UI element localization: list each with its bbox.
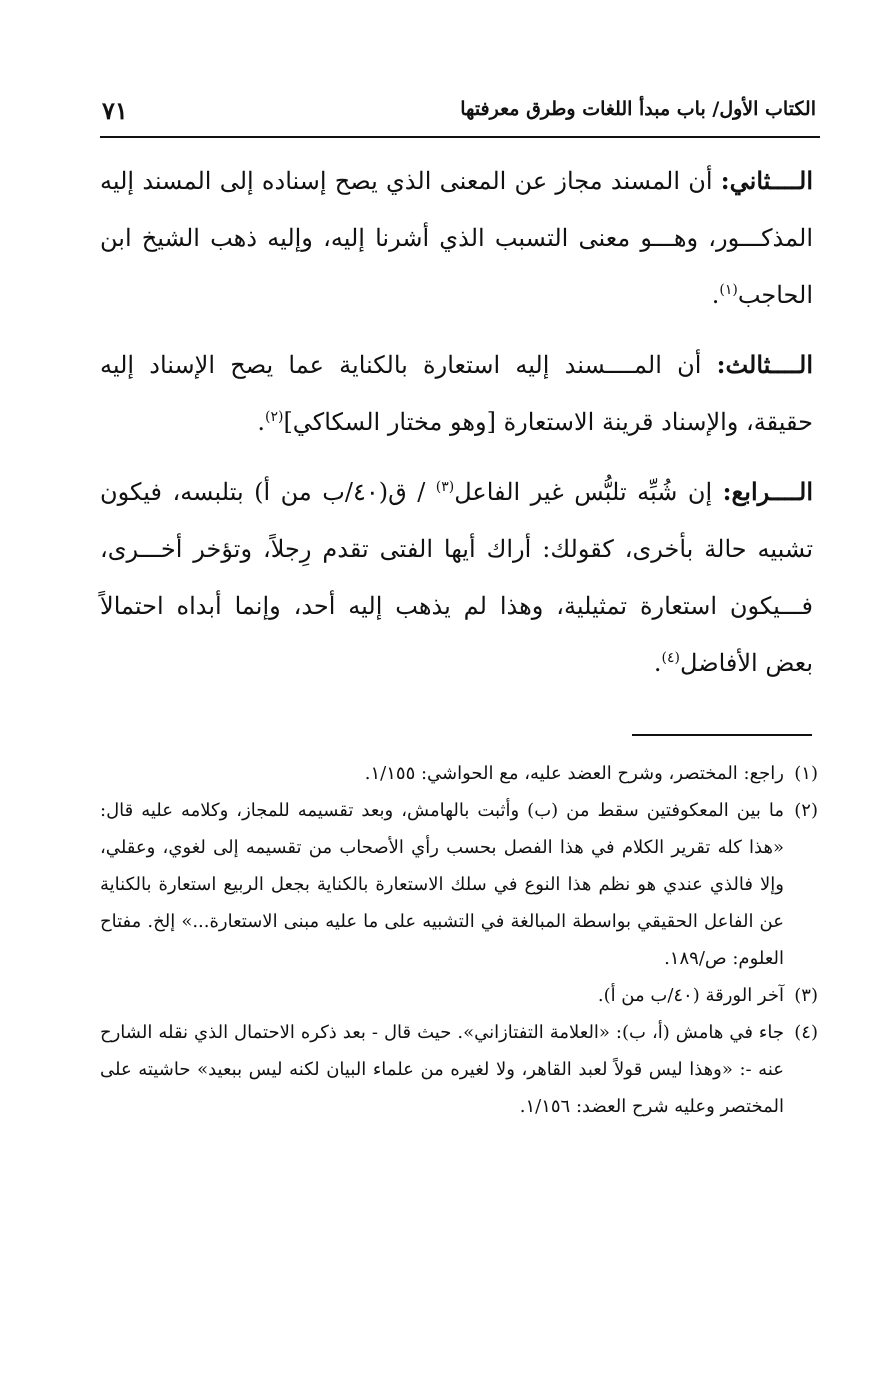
paragraph-second-opinion: [100, 152, 813, 324]
paragraph-tail: .: [653, 649, 662, 677]
footnote-text: راجع: المختصر، وشرح العضد عليه، مع الحواشي: ١/١٥٥.: [364, 763, 784, 784]
footnote-number: (٣): [794, 985, 818, 1006]
main-text: [100, 152, 813, 704]
paragraph-term: الــــثالث:: [716, 350, 813, 379]
paragraph-fourth-opinion: [100, 463, 813, 692]
running-header-title: الكتاب الأول/ باب مبدأ اللغات وطرق معرفتها: [460, 98, 816, 120]
footnote-number: (١): [794, 763, 818, 784]
paragraph-tail: .: [257, 408, 265, 436]
footnote-text: جاء في هامش (أ، ب): «العلامة التفتازاني». حيث قال - بعد ذكره الاحتمال الذي نقله الشارح عنه -: «وهذا ليس قولاً لعبد القاهر، ولا لغيره من علماء البيان لكنه ليس ببعيد» حاشيته على المختصر وعليه شرح العضد: ١/١٥٦.: [100, 1022, 784, 1117]
footnote-separator: [632, 734, 812, 736]
footnote-item: [100, 755, 818, 792]
paragraph-tail: .: [711, 281, 720, 309]
footnote-ref: (٣): [435, 479, 455, 495]
paragraph-text-cont: / ق(٤٠/ب من أ) بتلبسه، فيكون تشبيه حالة بأخرى، كقولك: أراك أيها الفتى تقدم رِجلاً، وتؤخر أخـــرى، فـــيكون استعارة تمثيلية، وهذا لم يذهب إليه أحد، وإنما أبداه احتمالاً بعض الأفاضل: [100, 478, 813, 677]
paragraph-third-opinion: [100, 336, 813, 451]
paragraph-text: أن المــــسند إليه استعارة بالكناية عما يصح الإسناد إليه حقيقة، والإسناد قرينة الاستعارة [وهو مختار السكاكي]: [100, 351, 813, 436]
footnote-text: آخر الورقة (٤٠/ب من أ).: [597, 985, 784, 1006]
footnote-ref: (٤): [661, 650, 681, 666]
footnote-item: [100, 977, 818, 1014]
paragraph-text: إن شُبِّه تلبُّس غير الفاعل: [454, 478, 723, 506]
footnote-text: ما بين المعكوفتين سقط من (ب) وأثبت بالهامش، وبعد تقسيمه للمجاز، وكلامه عليه قال: «هذا كله تقرير الكلام في هذا الفصل بحسب رأي الأصحاب من تقسيمه إلى لغوي، وعقلي، وإلا فالذي عندي هو نظم هذا النوع في سلك الاستعارة بالكناية بجعل الربيع استعارة بالكناية عن الفاعل الحقيقي بواسطة المبالغة في التشبيه على ما عليه مبنى الاستعارة...» إلخ. مفتاح العلوم: ص/١٨٩.: [100, 800, 784, 969]
footnote-number: (٢): [794, 800, 818, 821]
footnotes: [100, 755, 818, 1125]
paragraph-term: الــــرابع:: [722, 477, 813, 506]
footnote-ref: (١): [719, 282, 738, 298]
footnote-number: (٤): [794, 1022, 818, 1043]
paragraph-text: أن المسند مجاز عن المعنى الذي يصح إسناده إلى المسند إليه المذكـــور، وهـــو معنى التسبب الذي أشرنا إليه، وإليه ذهب الشيخ ابن الحاجب: [100, 167, 813, 309]
page-number: ٧١: [102, 96, 128, 125]
header-rule: [100, 136, 820, 138]
footnote-item: [100, 1014, 818, 1125]
paragraph-term: الــــثاني:: [720, 166, 813, 195]
footnote-item: [100, 792, 818, 977]
footnote-ref: (٢): [264, 409, 284, 425]
running-header: [100, 96, 820, 136]
